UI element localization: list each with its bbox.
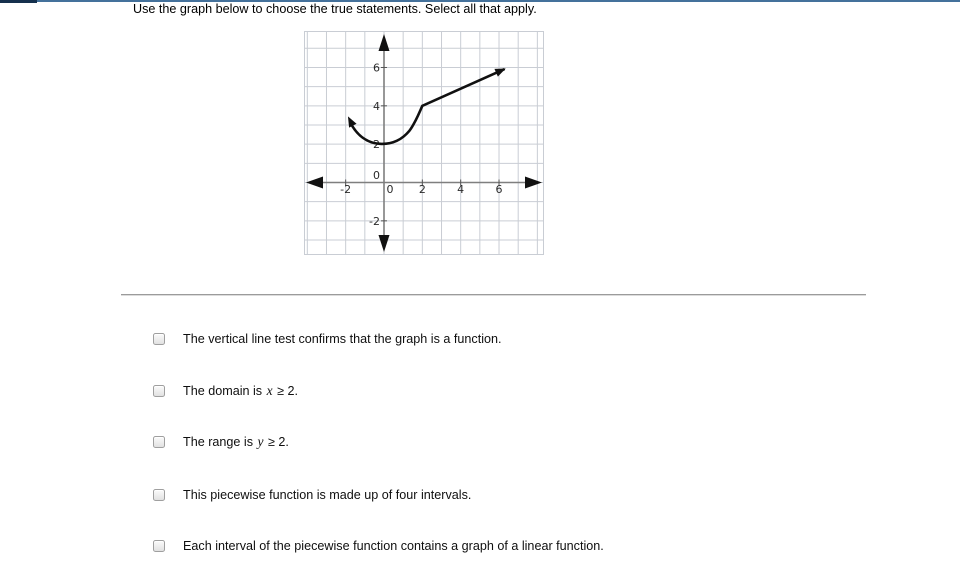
statement-text: ≥ 2. [273, 384, 299, 398]
statement-text: The range is [183, 435, 257, 449]
math-variable: x [266, 383, 273, 398]
section-divider [121, 294, 866, 295]
x-tick-label: 4 [457, 183, 465, 196]
curve-right-arrow-icon [494, 68, 505, 76]
graph-canvas [304, 31, 544, 255]
x-tick-label: 2 [418, 183, 426, 196]
statement-label-3 [183, 434, 289, 450]
x-axis-right-arrow-icon [525, 177, 542, 189]
math-variable: y [257, 434, 264, 449]
statement-label-5 [183, 538, 606, 554]
x-tick-label: -2 [340, 183, 352, 196]
statement-checkbox-5[interactable] [153, 540, 165, 552]
statement-checkbox-4[interactable] [153, 489, 165, 501]
x-tick-label: 6 [495, 183, 503, 196]
y-tick-label: 6 [373, 61, 380, 75]
statement-row-2 [153, 382, 298, 400]
statement-text: Each interval of the piecewise function contains a graph of a linear function. [183, 539, 604, 553]
statement-label-4 [183, 487, 473, 503]
statement-text: ≥ 2. [264, 435, 289, 449]
statement-row-5 [153, 537, 606, 555]
statement-checkbox-1[interactable] [153, 333, 165, 345]
statement-checkbox-2[interactable] [153, 385, 165, 397]
statement-text: The domain is [183, 384, 266, 398]
statement-text: This piecewise function is made up of four intervals. [183, 488, 472, 502]
x-axis-left-arrow-icon [306, 177, 323, 189]
y-tick-label: 0 [373, 169, 380, 182]
statement-row-1 [153, 330, 504, 348]
y-axis-up-arrow-icon [379, 34, 390, 51]
y-tick-label: 2 [373, 138, 380, 152]
question-prompt: Use the graph below to choose the true statements. Select all that apply. [133, 2, 537, 16]
x-tick-label: 0 [386, 183, 394, 196]
y-axis-down-arrow-icon [379, 235, 390, 252]
statement-text: The vertical line test confirms that the graph is a function. [183, 332, 502, 346]
y-tick-label: 4 [373, 99, 380, 113]
math-variable [604, 538, 606, 553]
statement-label-2 [183, 383, 298, 399]
y-tick-label: -2 [369, 214, 380, 228]
math-variable [471, 487, 473, 502]
statement-row-4 [153, 486, 473, 504]
curve-left-arrow-icon [348, 116, 357, 127]
function-graph [304, 31, 544, 255]
math-variable [502, 331, 504, 346]
statement-row-3 [153, 433, 289, 451]
statement-checkbox-3[interactable] [153, 436, 165, 448]
statement-label-1 [183, 331, 504, 347]
top-progress-segment [0, 0, 37, 3]
